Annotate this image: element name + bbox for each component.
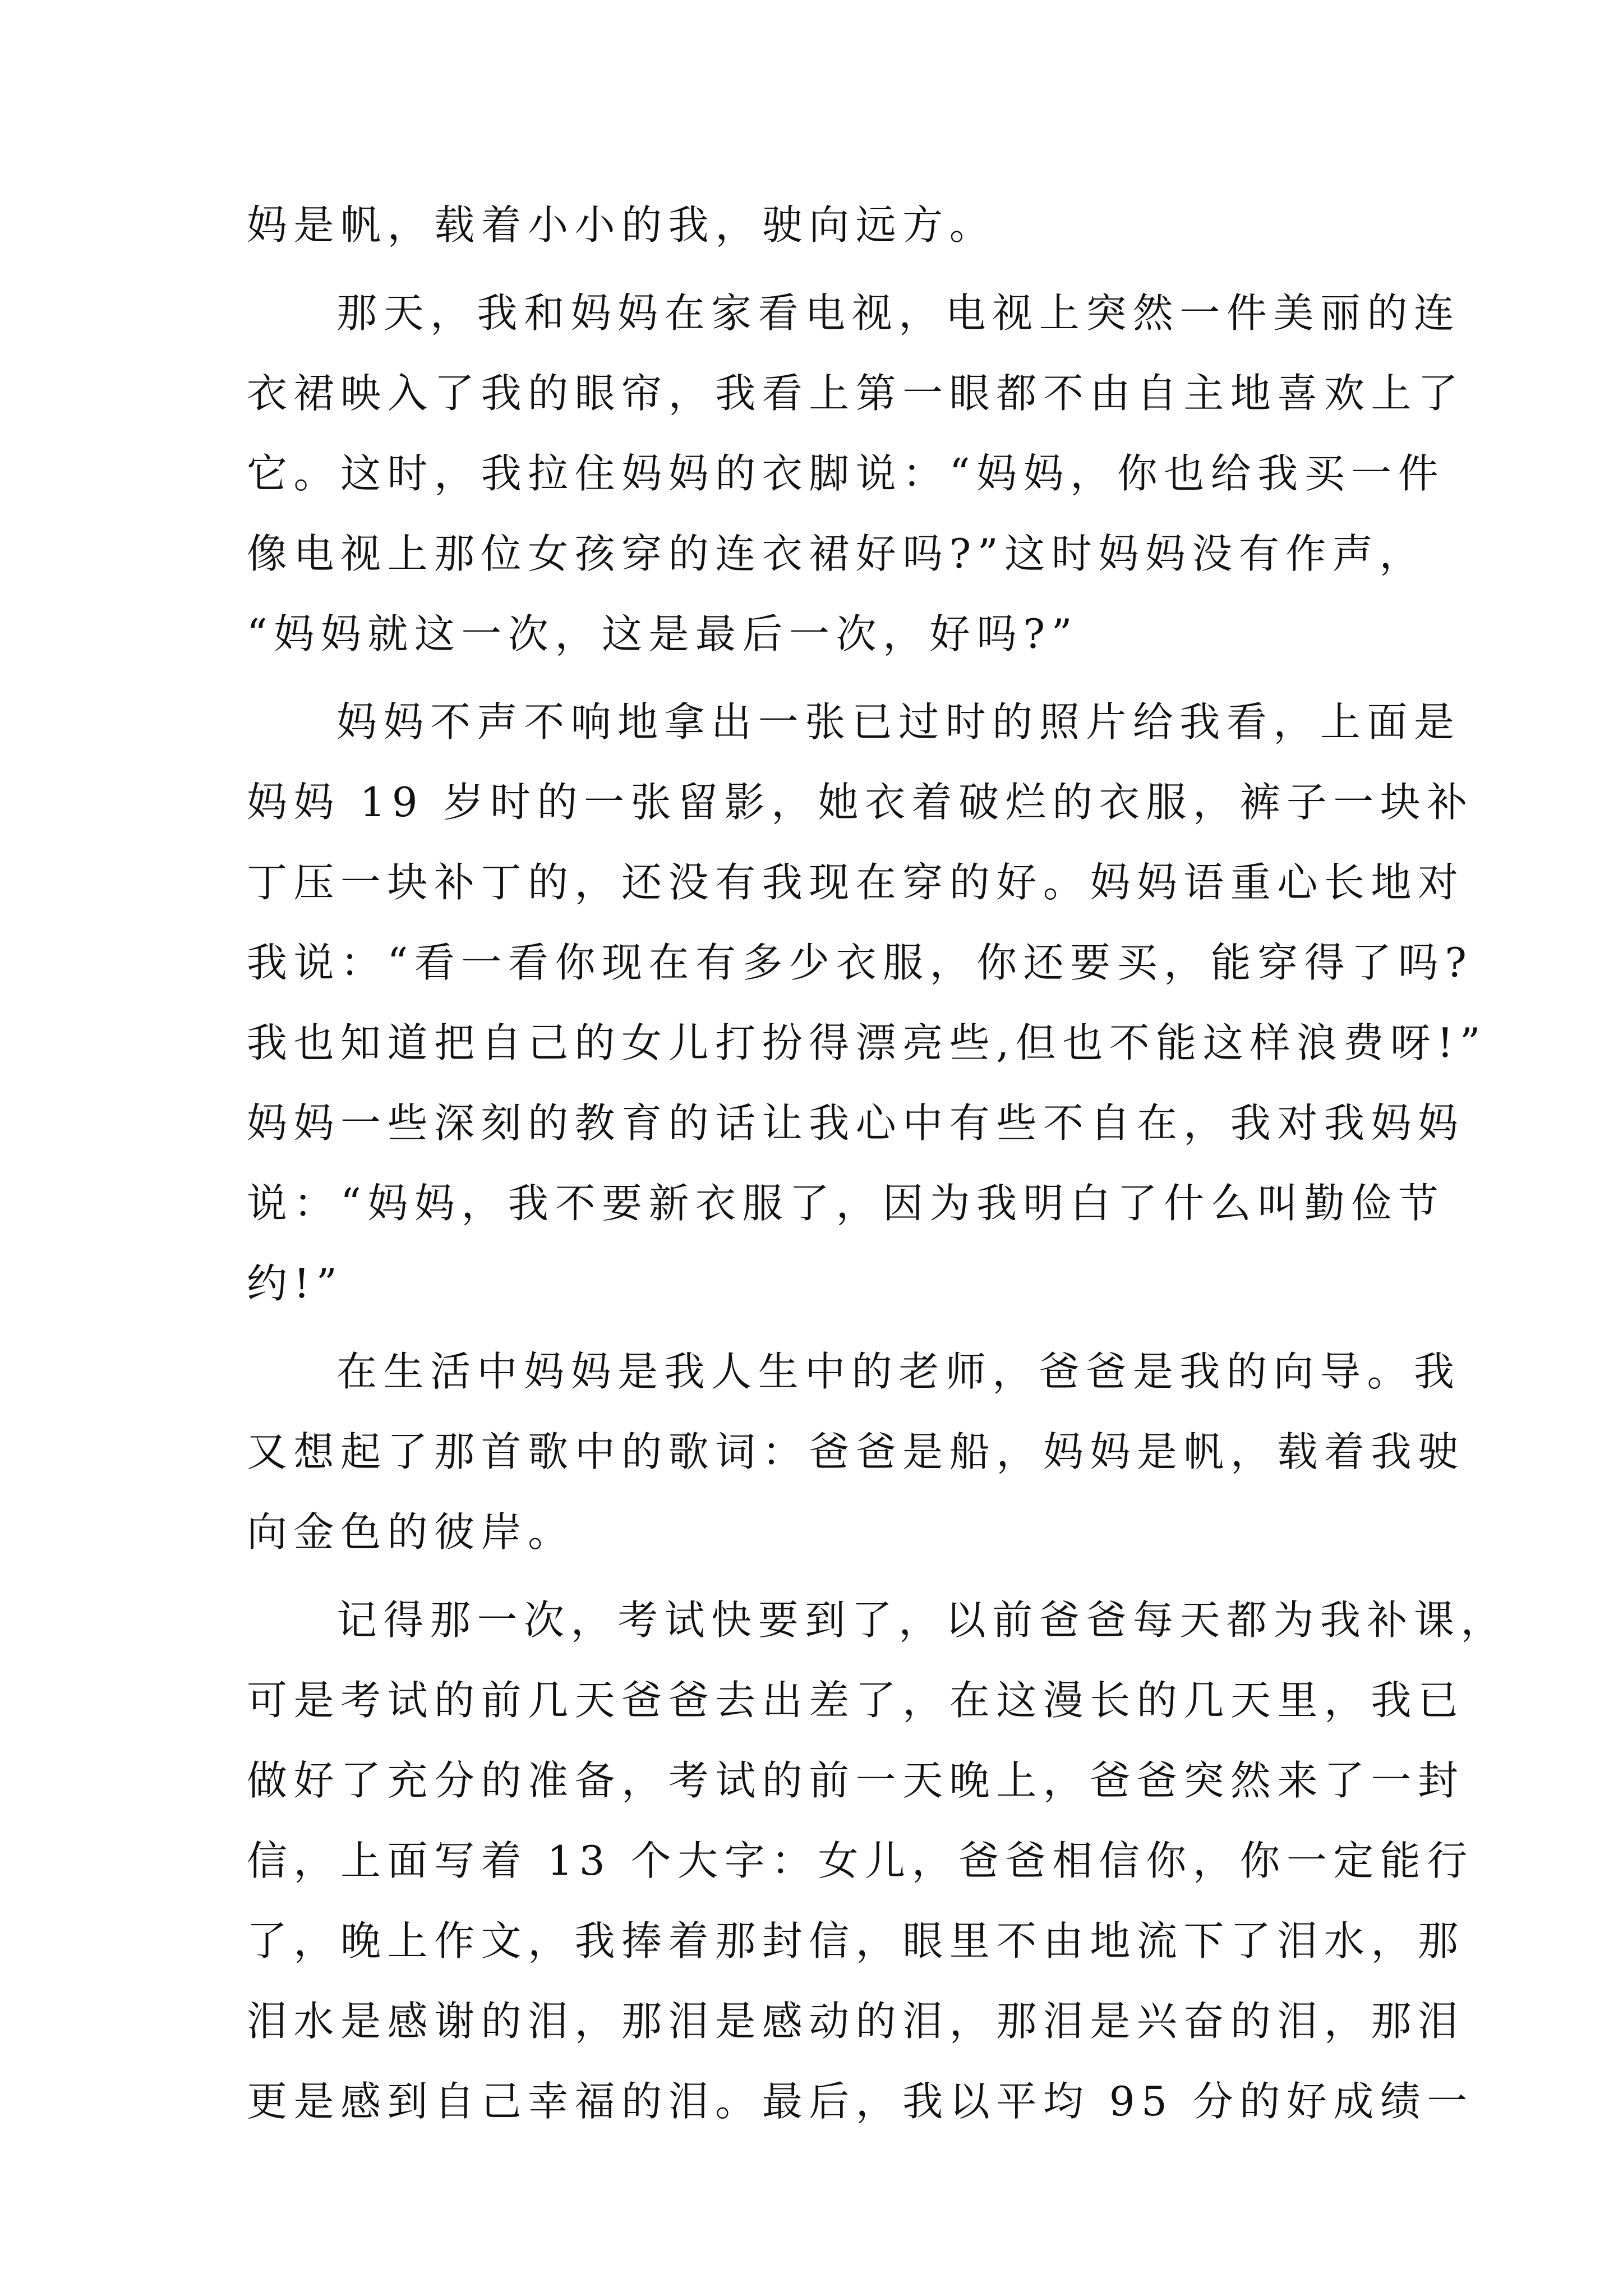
- text-line-13: 说：“妈妈，我不要新衣服了，因为我明白了什么叫勤俭节: [247, 1180, 1445, 1227]
- paragraph-gap: [247, 1324, 1391, 1332]
- paragraph-gap: [247, 1572, 1391, 1580]
- text-line-10: 我说：“看一看你现在有多少衣服，你还要买，能穿得了吗?: [247, 939, 1473, 986]
- text-line-2: 那天，我和妈妈在家看电视，电视上突然一件美丽的连: [336, 289, 1461, 337]
- text-line-9: 丁压一块补丁的，还没有我现在穿的好。妈妈语重心长地对: [247, 859, 1465, 906]
- text-line-12: 妈妈一些深刻的教育的话让我心中有些不自在，我对我妈妈: [247, 1099, 1465, 1147]
- text-line-7: 妈妈不声不响地拿出一张已过时的照片给我看，上面是: [336, 698, 1461, 746]
- paragraph-gap: [247, 265, 1391, 273]
- text-line-24: 更是感到自己幸福的泪。最后，我以平均 95 分的好成绩一: [247, 2078, 1474, 2125]
- text-line-19: 可是考试的前几天爸爸去出差了，在这漫长的几天里，我已: [247, 1677, 1465, 1724]
- paragraph-gap: [247, 674, 1391, 682]
- text-line-5: 像电视上那位女孩穿的连衣裙好吗?”这时妈妈没有作声，: [247, 530, 1426, 577]
- text-line-22: 了，晚上作文，我捧着那封信，眼里不由地流下了泪水，那: [247, 1917, 1465, 1964]
- text-line-14: 约!”: [247, 1260, 344, 1307]
- text-line-15: 在生活中妈妈是我人生中的老师，爸爸是我的向导。我: [336, 1348, 1461, 1395]
- body-text: [247, 185, 1508, 2142]
- text-line-16: 又想起了那首歌中的歌词：爸爸是船，妈妈是帆，载着我驶: [247, 1428, 1465, 1475]
- text-line-17: 向金色的彼岸。: [247, 1508, 575, 1556]
- text-line-18: 记得那一次，考试快要到了，以前爸爸每天都为我补课，: [336, 1596, 1508, 1644]
- text-line-1: 妈是帆，载着小小的我，驶向远方。: [247, 201, 997, 249]
- text-line-20: 做好了充分的准备，考试的前一天晚上，爸爸突然来了一封: [247, 1757, 1465, 1804]
- text-line-6: “妈妈就这一次，这是最后一次，好吗?”: [247, 610, 1079, 657]
- text-line-21: 信，上面写着 13 个大字：女儿，爸爸相信你，你一定能行: [247, 1837, 1474, 1884]
- text-line-23: 泪水是感谢的泪，那泪是感动的泪，那泪是兴奋的泪，那泪: [247, 1998, 1465, 2045]
- text-line-4: 它。这时，我拉住妈妈的衣脚说：“妈妈，你也给我买一件: [247, 450, 1445, 497]
- text-line-3: 衣裙映入了我的眼帘，我看上第一眼都不由自主地喜欢上了: [247, 370, 1465, 417]
- text-line-11: 我也知道把自己的女儿打扮得漂亮些,但也不能这样浪费呀!”: [247, 1019, 1487, 1066]
- text-line-8: 妈妈 19 岁时的一张留影，她衣着破烂的衣服，裤子一块补: [247, 779, 1474, 826]
